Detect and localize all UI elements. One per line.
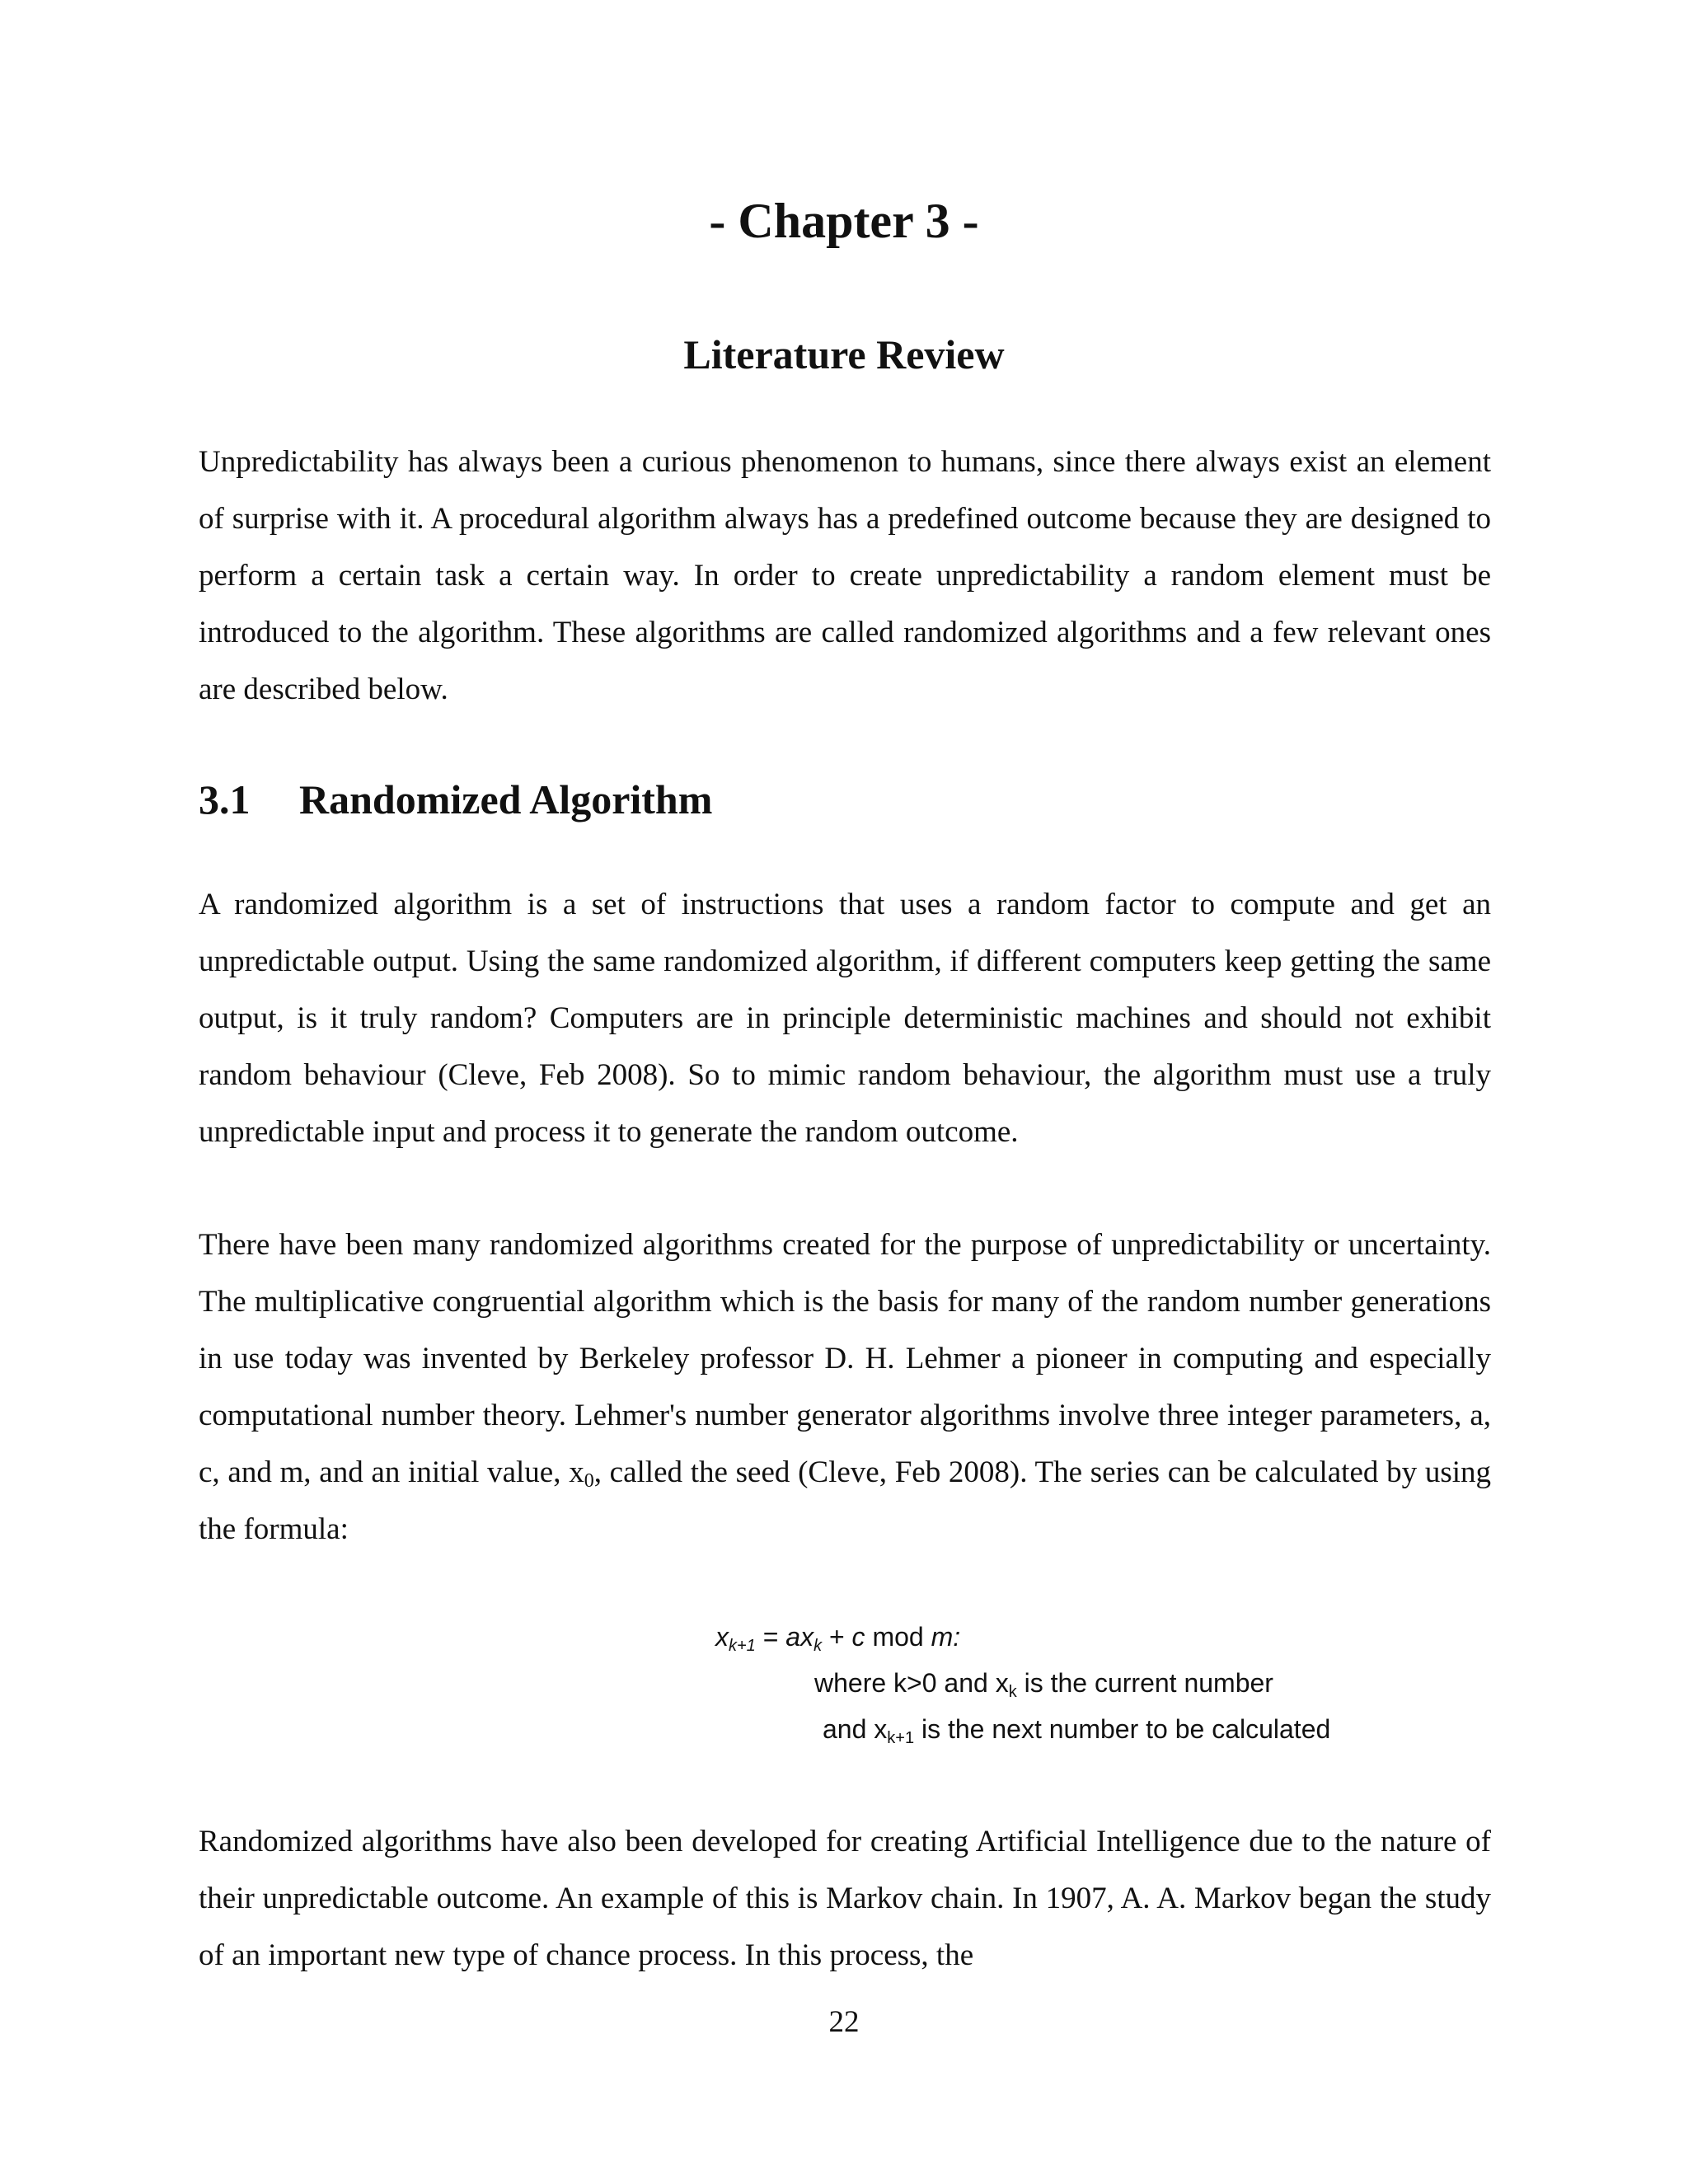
section-paragraph-3: Randomized algorithms have also been developed for creating Artificial Intelligence due to the nature of their unpredictable outcome. An example of this is Markov chain. In 1907, A. A. Markov began the study of an important new type of chance process. In this process, the xyxy=(199,1825,1491,1972)
formula-where-line xyxy=(814,1666,1273,1699)
chapter-heading: Literature Review xyxy=(683,331,1005,377)
formula-and-line xyxy=(823,1713,1330,1746)
formula-sub-k1: k+1 xyxy=(729,1637,756,1655)
where-prefix: where k>0 and x xyxy=(814,1668,1009,1698)
section-paragraph-2 xyxy=(199,1216,1491,1558)
and-prefix: and x xyxy=(823,1714,888,1744)
and-suffix: is the next number to be calculated xyxy=(914,1714,1331,1744)
seed-subscript: 0 xyxy=(584,1470,594,1492)
where-suffix: is the current number xyxy=(1016,1668,1273,1698)
section-title: Randomized Algorithm xyxy=(299,776,713,823)
section-number: 3.1 xyxy=(199,776,251,823)
chapter-title: - Chapter 3 - xyxy=(709,194,979,248)
formula-equals: = xyxy=(755,1622,786,1652)
paragraph-text: There have been many randomized algorithms created for the purpose of unpredictability or uncertainty. The multiplicative congruential algorithm which is the basis for many of the random number generations in use today was invented by Berkeley professor D. H. Lehmer a pioneer in computing and especially computational number theory. Lehmer's number generator algorithms involve three integer parameters, a, c, and m, and an initial value, x xyxy=(199,1228,1491,1489)
formula-c: c xyxy=(851,1622,865,1652)
formula-m: m: xyxy=(931,1622,961,1652)
formula-sub-k: k xyxy=(814,1637,823,1655)
formula-mod: mod xyxy=(865,1622,931,1652)
page-number: 22 xyxy=(828,2005,860,2039)
and-sub: k+1 xyxy=(887,1729,915,1747)
formula-x: x xyxy=(715,1622,729,1652)
intro-paragraph: Unpredictability has always been a curious phenomenon to humans, since there always exist an element of surprise with it. A procedural algorithm always has a predefined outcome because they are designed to perform a certain task a certain way. In order to create unpredictability a random element must be introduced to the algorithm. These algorithms are called randomized algorithms and a few relevant ones are described below. xyxy=(199,445,1491,706)
section-heading xyxy=(199,775,712,824)
formula-ax: ax xyxy=(785,1622,814,1652)
paragraph-text-continued: , called the seed (Cleve, Feb 2008). The series can be calculated by using the formula: xyxy=(199,1455,1492,1546)
where-sub: k xyxy=(1008,1683,1017,1701)
section-paragraph-1: A randomized algorithm is a set of instructions that uses a random factor to compute and get an unpredictable output. Using the same randomized algorithm, if different computers keep getting the same output, is it truly random? Computers are in principle deterministic machines and should not exhibit random behaviour (Cleve, Feb 2008). So to mimic random behaviour, the algorithm must use a truly unpredictable input and process it to generate the random outcome. xyxy=(199,888,1491,1149)
formula-plus: + xyxy=(822,1622,852,1652)
lehmer-formula xyxy=(715,1620,960,1653)
